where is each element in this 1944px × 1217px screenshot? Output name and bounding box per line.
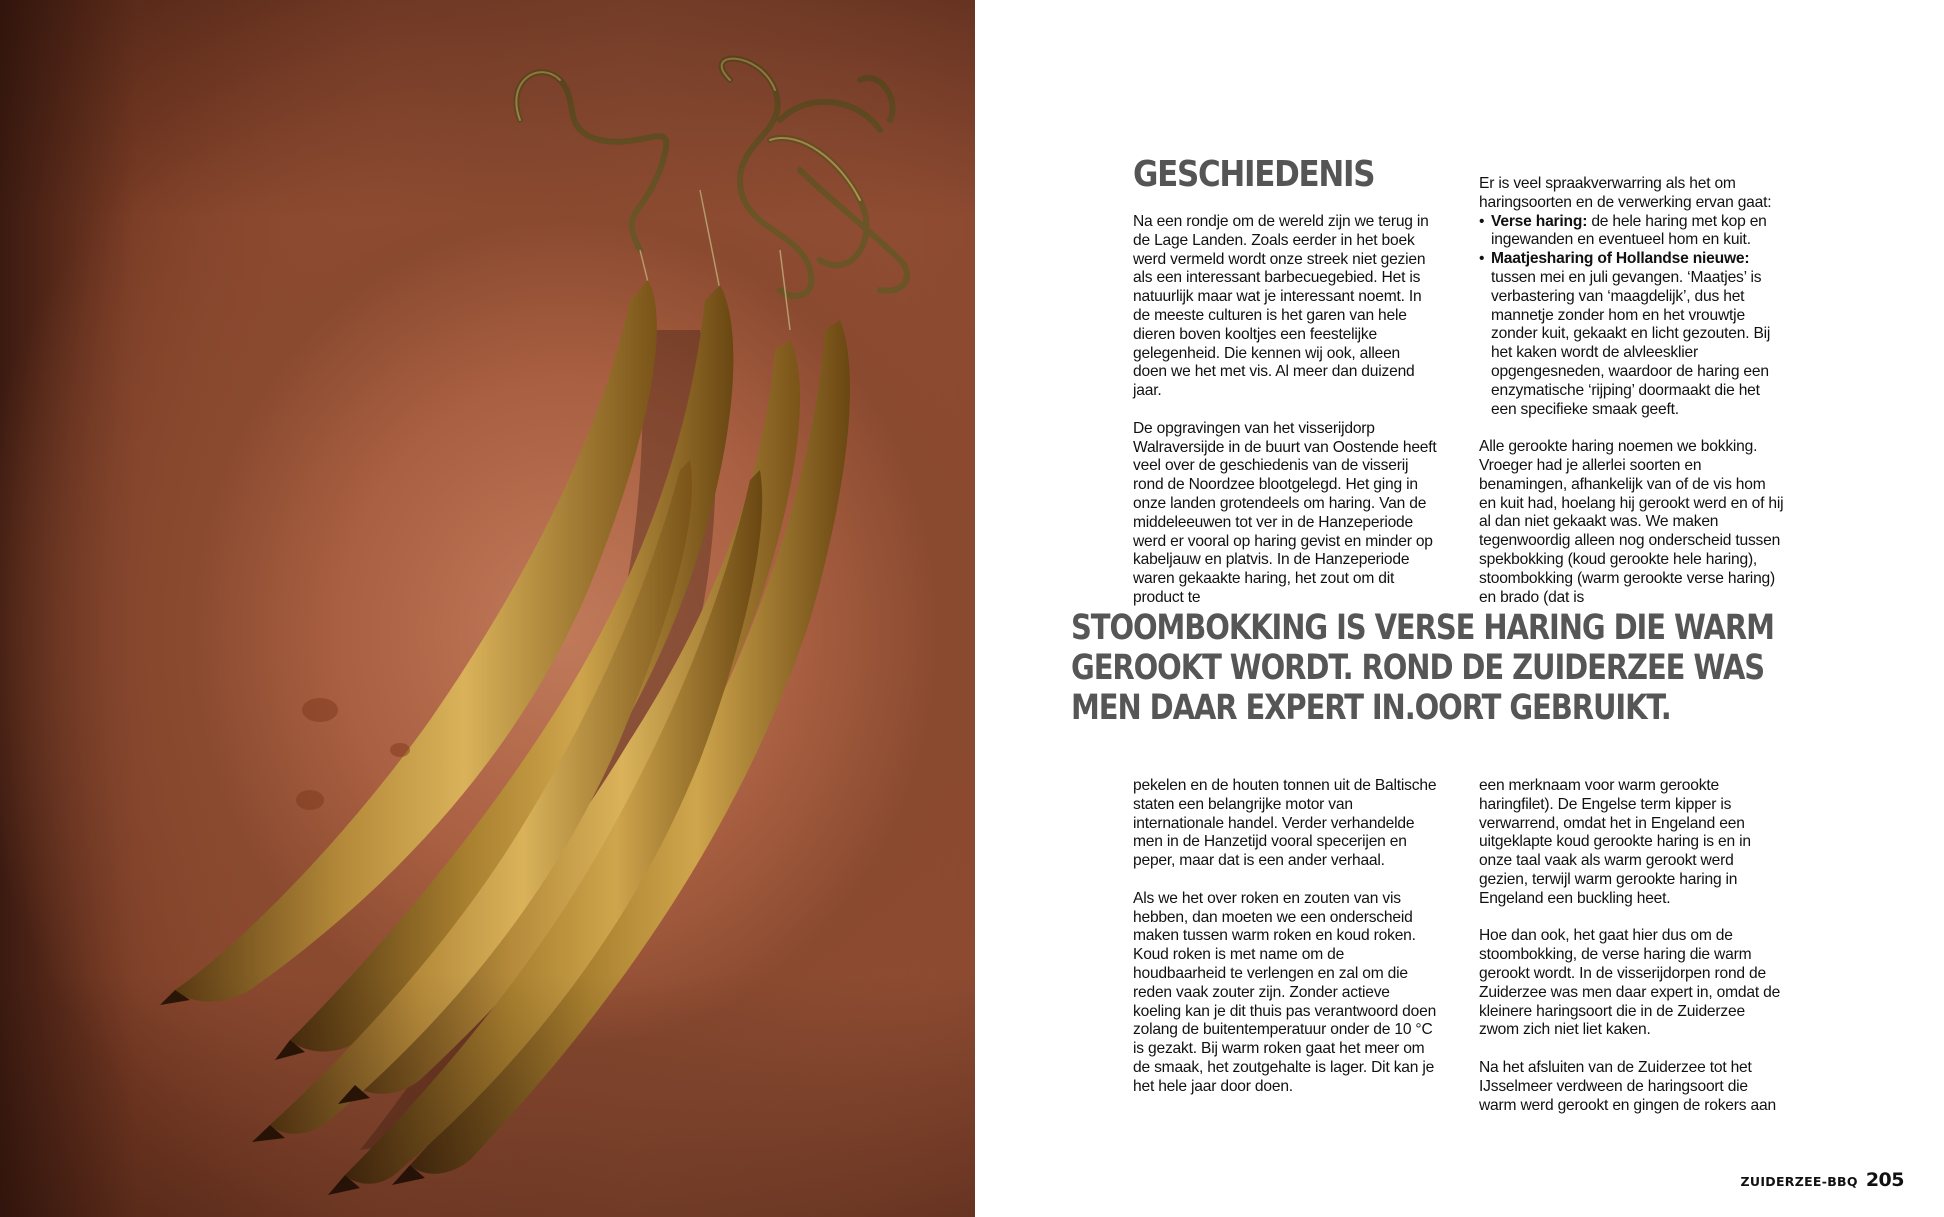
list-term: Maatjesharing of Hollandse nieuwe: [1491, 250, 1750, 268]
page-footer [1741, 1169, 1905, 1191]
pull-quote-line: GEROOKT WORDT. ROND DE ZUIDERZEE WAS [1071, 648, 1765, 688]
page-number: 205 [1865, 1169, 1904, 1191]
paragraph: Na een rondje om de wereld zijn we terug in de Lage Landen. Zoals eerder in het boek werd vermeld wordt onze streek niet gezien als een interessant barbecuegebied. Het is natuurlijk maar wat je interessant noemt. In de meeste culturen is het garen van hele dieren boven kooltjes een feestelijke gelegenheid. Die kennen wij ook, alleen doen we het met vis. Al meer dan duizend jaar. [1133, 213, 1429, 400]
paragraph: Als we het over roken en zouten van vis hebben, dan moeten we een onderscheid maken tussen warm roken en koud roken. Koud roken is met name om de houdbaarheid te verlengen en zal om die reden vaak zouter zijn. Zonder actieve koeling kan je dit thuis pas verantwoord doen zolang de buitentemperatuur onder de 10 °C is gezakt. Bij warm roken gaat het meer om de smaak, het zoutgehalte is lager. Dit kan je het hele jaar door doen. [1133, 889, 1437, 1095]
list-text: de hele haring met kop en ingewanden en eventueel hom en kuit. [1491, 212, 1767, 249]
paragraph: een merknaam voor warm gerookte haringfilet). De Engelse term kipper is verwarrend, omdat het in Engeland een uitgeklapte koud gerookte haring is en in onze taal vaak als warm gerookt werd gezien, terwijl warm gerookte haring in Engeland een buckling heet. [1479, 777, 1751, 907]
text-column-3 [1133, 777, 1438, 1097]
fish-group [175, 280, 850, 1184]
running-title: ZUIDERZEE-BBQ [1740, 1174, 1858, 1189]
pull-quote-line: MEN DAAR EXPERT IN.OORT GEBRUIKT. [1071, 688, 1671, 728]
paragraph: Alle gerookte haring noemen we bokking. Vroeger had je allerlei soorten en benamingen, afhankelijk van of de vis hom en kuit had, hoelang hij gerookt werd en of hij al dan niet gekaakt was. We maken tegenwoordig alleen nog onderscheid tussen spekbokking (koud gerookte hele haring), stoombokking (warm gerookte verse haring) en brado (dat is [1479, 438, 1784, 606]
paragraph: Er is veel spraakverwarring als het om haringsoorten en de verwerking ervan gaat: [1479, 175, 1772, 211]
pull-quote [1071, 608, 1793, 728]
paragraph: pekelen en de houten tonnen uit de Baltische staten een belangrijke motor van internationale handel. Verder verhandelde men in de Hanzetijd vooral specerijen en peper, maar dat is een ander verhaal. [1133, 777, 1437, 870]
list-text: tussen mei en juli gevangen. ‘Maatjes’ is verbastering van ‘maagdelijk’, dus het mannetje zonder hom en het vrouwtje zonder kuit, gekaakt en licht gezouten. Bij het kaken wordt de alvleesklier opgengesneden, waardoor de haring een enzymatische ‘rijping’ doormaakt die het een specifieke smaak geeft. [1491, 268, 1771, 418]
list-item [1479, 250, 1784, 419]
paragraph: De opgravingen van het visserijdorp Walraversijde in de buurt van Oostende heeft veel over de geschiedenis van de visserij rond de Noordzee blootgelegd. Het ging in onze landen grotendeels om haring. Van de middeleeuwen tot ver in de Hanzeperiode werd er vooral op haring gevist en minder op kabeljauw en platvis. In de Hanzeperiode waren gekaakte haring, het zout om dit product te [1133, 419, 1437, 606]
article-heading: GESCHIEDENIS [1133, 154, 1375, 195]
paragraph: Hoe dan ook, het gaat hier dus om de stoombokking, de verse haring die warm gerookt wordt. In de visserijdorpen rond de Zuiderzee was men daar expert in, omdat de kleinere haringsoort die in de Zuiderzee zwom zich niet liet kaken. [1479, 927, 1781, 1039]
list-item [1479, 213, 1784, 251]
paragraph: Na het afsluiten van de Zuiderzee tot het IJsselmeer verdween de haringsoort die warm werd gerookt en gingen de rokers aan [1479, 1058, 1776, 1114]
text-column-4 [1479, 777, 1784, 1115]
text-column-1 [1133, 213, 1438, 608]
pull-quote-line: STOOMBOKKING IS VERSE HARING DIE WARM [1071, 608, 1774, 648]
list-term: Verse haring: [1491, 212, 1588, 230]
herring-types-list [1479, 213, 1784, 420]
text-column-2 [1479, 175, 1784, 607]
hooks [516, 59, 907, 296]
